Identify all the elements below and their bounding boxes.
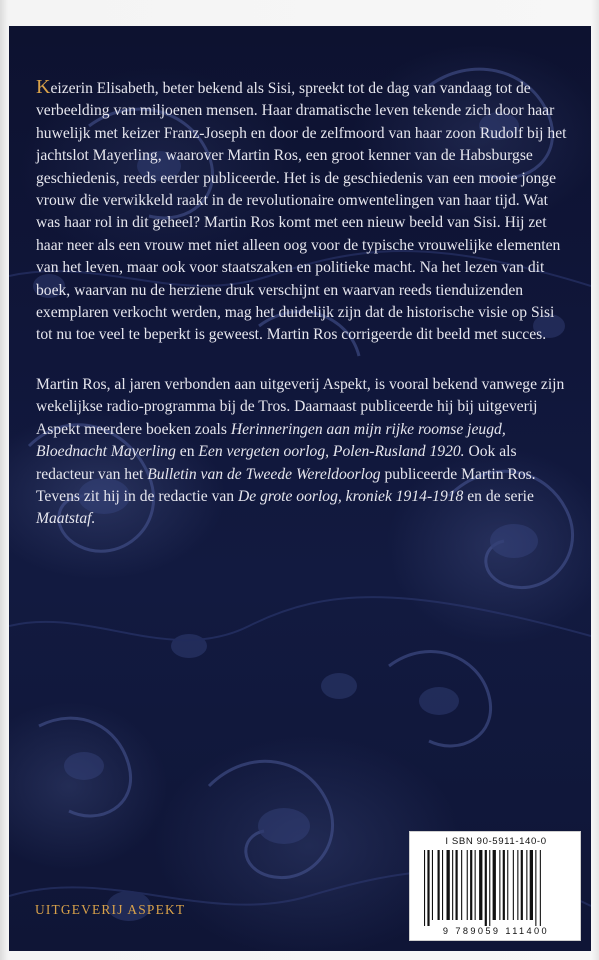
barcode-bars bbox=[424, 850, 568, 926]
bio-text-4: publiceerde Martin Ros. Tevens zit hij in de redactie van bbox=[36, 465, 536, 505]
bio-text-3: Ook als redacteur van het bbox=[36, 443, 517, 483]
barcode-bar bbox=[530, 850, 533, 920]
barcode-bar bbox=[493, 850, 496, 920]
barcode-bar bbox=[432, 850, 433, 920]
book-title-bulletin: Bulletin van de Tweede Wereldoorlog bbox=[147, 465, 381, 483]
back-cover bbox=[9, 26, 591, 951]
barcode-bar bbox=[485, 850, 487, 926]
barcode-bar bbox=[442, 850, 443, 920]
barcode-bar bbox=[521, 850, 523, 920]
barcode-bar bbox=[470, 850, 472, 920]
barcode-bar bbox=[526, 850, 527, 920]
barcode-label bbox=[409, 831, 581, 941]
barcode-bar bbox=[507, 850, 508, 920]
isbn-number: I SBN 90-5911-140-0 bbox=[445, 836, 547, 847]
blurb-paragraph-1 bbox=[36, 76, 568, 347]
blurb-paragraph-1-text: eizerin Elisabeth, beter bekend als Sisi, spreekt tot de dag van vandaag tot de verbeelding van miljoenen mensen. Haar dramatische leven tekende zich door haar huwelijk met keizer Franz-Joseph en door de zelfmoord van haar zoon Rudolf bij het jachtslot Mayerling, waarover Martin Ros, een groot kenner van de Habsburgse geschiedenis, reeds eerder publiceerde. Het is de geschiedenis van een mooie jonge vrouw die verwikkeld raakt in de revolutionaire omwentelingen van haar tijd. Wat was haar rol in dit geheel? Martin Ros komt met een nieuw beeld van Sisi. Hij zet haar neer als een vrouw met niet alleen oog voor de typische vrouwelijke elementen van het leven, maar ook voor staatszaken en politieke macht. Na het lezen van dit boek, waarvan nu de herziene druk verschijnt en waarvan reeds tienduizenden exemplaren verkocht werden, mag het duidelijk zijn dat de historische visie op Sisi tot nu toe veel te beperkt is geweest. Martin Ros corrigeerde dit beeld met succes. bbox=[36, 80, 567, 344]
barcode-bar bbox=[475, 850, 476, 920]
author-bio-paragraph bbox=[36, 374, 568, 531]
barcode-bar bbox=[438, 850, 440, 920]
bio-text-2: en bbox=[175, 443, 199, 461]
barcode-bar bbox=[503, 850, 505, 920]
barcode-bar bbox=[535, 850, 536, 926]
publisher-name: UITGEVERIJ ASPEKT bbox=[35, 902, 186, 917]
barcode-bar bbox=[513, 850, 514, 920]
series-title-maatstaf: Maatstaf. bbox=[36, 510, 96, 528]
book-title-vergeten-oorlog: Een vergeten oorlog, Polen-Rusland 1920. bbox=[198, 443, 465, 461]
book-title-herinneringen: Herinneringen aan mijn rijke roomse jeugd, Bloednacht Mayerling bbox=[36, 420, 506, 461]
drop-initial: K bbox=[36, 76, 51, 98]
ean-digits: 9 789059 111400 bbox=[442, 926, 550, 936]
barcode-bar bbox=[456, 850, 458, 920]
barcode-bar bbox=[499, 850, 500, 920]
barcode-bar bbox=[467, 850, 468, 920]
barcode-bar bbox=[489, 850, 490, 926]
barcode-bar bbox=[517, 850, 518, 920]
bio-text-1: Martin Ros, al jaren verbonden aan uitgeverij Aspekt, is vooral bekend vanwege zijn wekelijkse radio-programma bij de Tros. Daarnaast publiceerde hij bij uitgeverij Aspekt meerdere boeken zoals bbox=[36, 375, 565, 438]
barcode-bar bbox=[479, 850, 482, 920]
barcode-bar bbox=[447, 850, 450, 920]
barcode-bar bbox=[427, 850, 429, 926]
bio-text-5: en de serie bbox=[463, 487, 534, 505]
barcode-bar bbox=[452, 850, 453, 920]
back-cover-blurb bbox=[36, 76, 568, 558]
barcode-bar bbox=[424, 850, 425, 926]
book-title-grote-oorlog: De grote oorlog, kroniek 1914-1918 bbox=[237, 487, 464, 505]
barcode-bar bbox=[540, 850, 541, 926]
barcode-bar bbox=[461, 850, 462, 920]
